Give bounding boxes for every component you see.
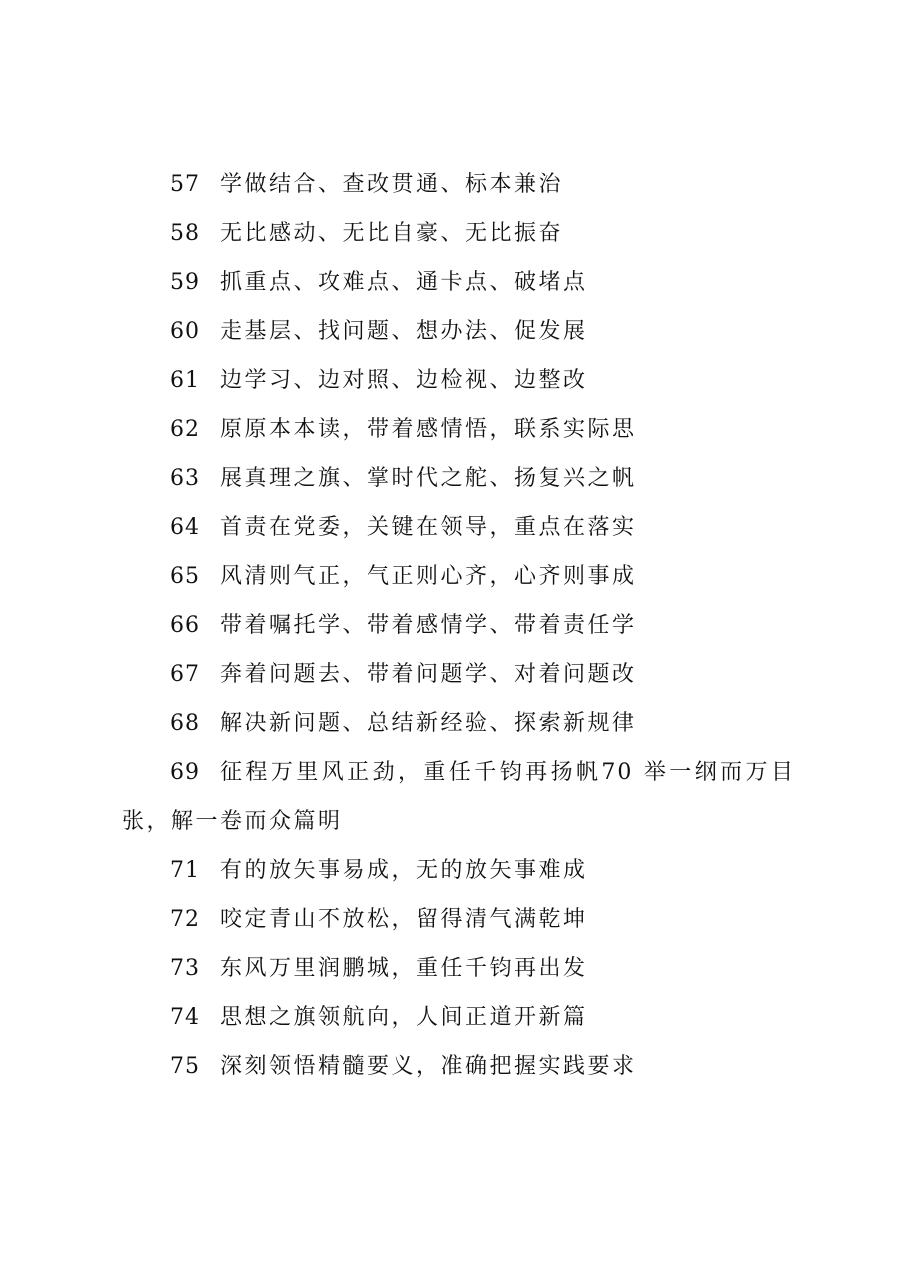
list-item	[0, 317, 909, 366]
list-item	[0, 1052, 909, 1101]
item-number: 64	[170, 515, 200, 540]
item-number: 69	[170, 760, 200, 785]
item-text: 解决新问题、总结新经验、探索新规律	[220, 711, 637, 736]
item-text: 有的放矢事易成，无的放矢事难成	[220, 858, 588, 883]
list-item	[0, 415, 909, 464]
item-number: 68	[170, 711, 200, 736]
item-text: 带着嘱托学、带着感情学、带着责任学	[220, 613, 637, 638]
item-number: 67	[170, 662, 200, 687]
list-item	[0, 219, 909, 268]
list-item	[0, 611, 909, 660]
item-number: 74	[170, 1005, 200, 1030]
item-text: 咬定青山不放松，留得清气满乾坤	[220, 907, 588, 932]
list-item	[0, 856, 909, 905]
list-item	[0, 709, 909, 758]
slogan-list	[0, 170, 909, 1101]
item-number: 75	[170, 1054, 200, 1079]
item-number: 60	[170, 319, 200, 344]
list-item	[0, 905, 909, 954]
item-text: 学做结合、查改贯通、标本兼治	[220, 172, 564, 197]
item-text: 思想之旗领航向，人间正道开新篇	[220, 1005, 588, 1030]
item-number: 59	[170, 270, 200, 295]
list-item	[0, 268, 909, 317]
item-number: 72	[170, 907, 200, 932]
item-text: 首责在党委，关键在领导，重点在落实	[220, 515, 637, 540]
item-number: 62	[170, 417, 200, 442]
item-text: 深刻领悟精髓要义，准确把握实践要求	[220, 1054, 637, 1079]
item-number: 58	[170, 221, 200, 246]
item-text: 边学习、边对照、边检视、边整改	[220, 368, 588, 393]
list-item	[0, 758, 909, 807]
item-number: 61	[170, 368, 200, 393]
item-text: 原原本本读，带着感情悟，联系实际思	[220, 417, 637, 442]
list-item	[0, 170, 909, 219]
item-text: 征程万里风正劲，重任千钧再扬帆70 举一纲而万目	[220, 760, 795, 785]
item-text-continuation: 张，解一卷而众篇明	[122, 809, 343, 834]
list-item	[0, 1003, 909, 1052]
item-text: 无比感动、无比自豪、无比振奋	[220, 221, 564, 246]
item-number: 73	[170, 956, 200, 981]
item-text: 抓重点、攻难点、通卡点、破堵点	[220, 270, 588, 295]
list-item-continuation	[0, 807, 909, 856]
item-text: 东风万里润鹏城，重任千钧再出发	[220, 956, 588, 981]
list-item	[0, 562, 909, 611]
list-item	[0, 660, 909, 709]
item-number: 71	[170, 858, 200, 883]
item-text: 奔着问题去、带着问题学、对着问题改	[220, 662, 637, 687]
item-number: 57	[170, 172, 200, 197]
list-item	[0, 513, 909, 562]
item-number: 63	[170, 466, 200, 491]
item-number: 65	[170, 564, 200, 589]
item-text: 风清则气正，气正则心齐，心齐则事成	[220, 564, 637, 589]
item-number: 66	[170, 613, 200, 638]
item-text: 展真理之旗、掌时代之舵、扬复兴之帆	[220, 466, 637, 491]
item-text: 走基层、找问题、想办法、促发展	[220, 319, 588, 344]
list-item	[0, 954, 909, 1003]
list-item	[0, 464, 909, 513]
list-item	[0, 366, 909, 415]
